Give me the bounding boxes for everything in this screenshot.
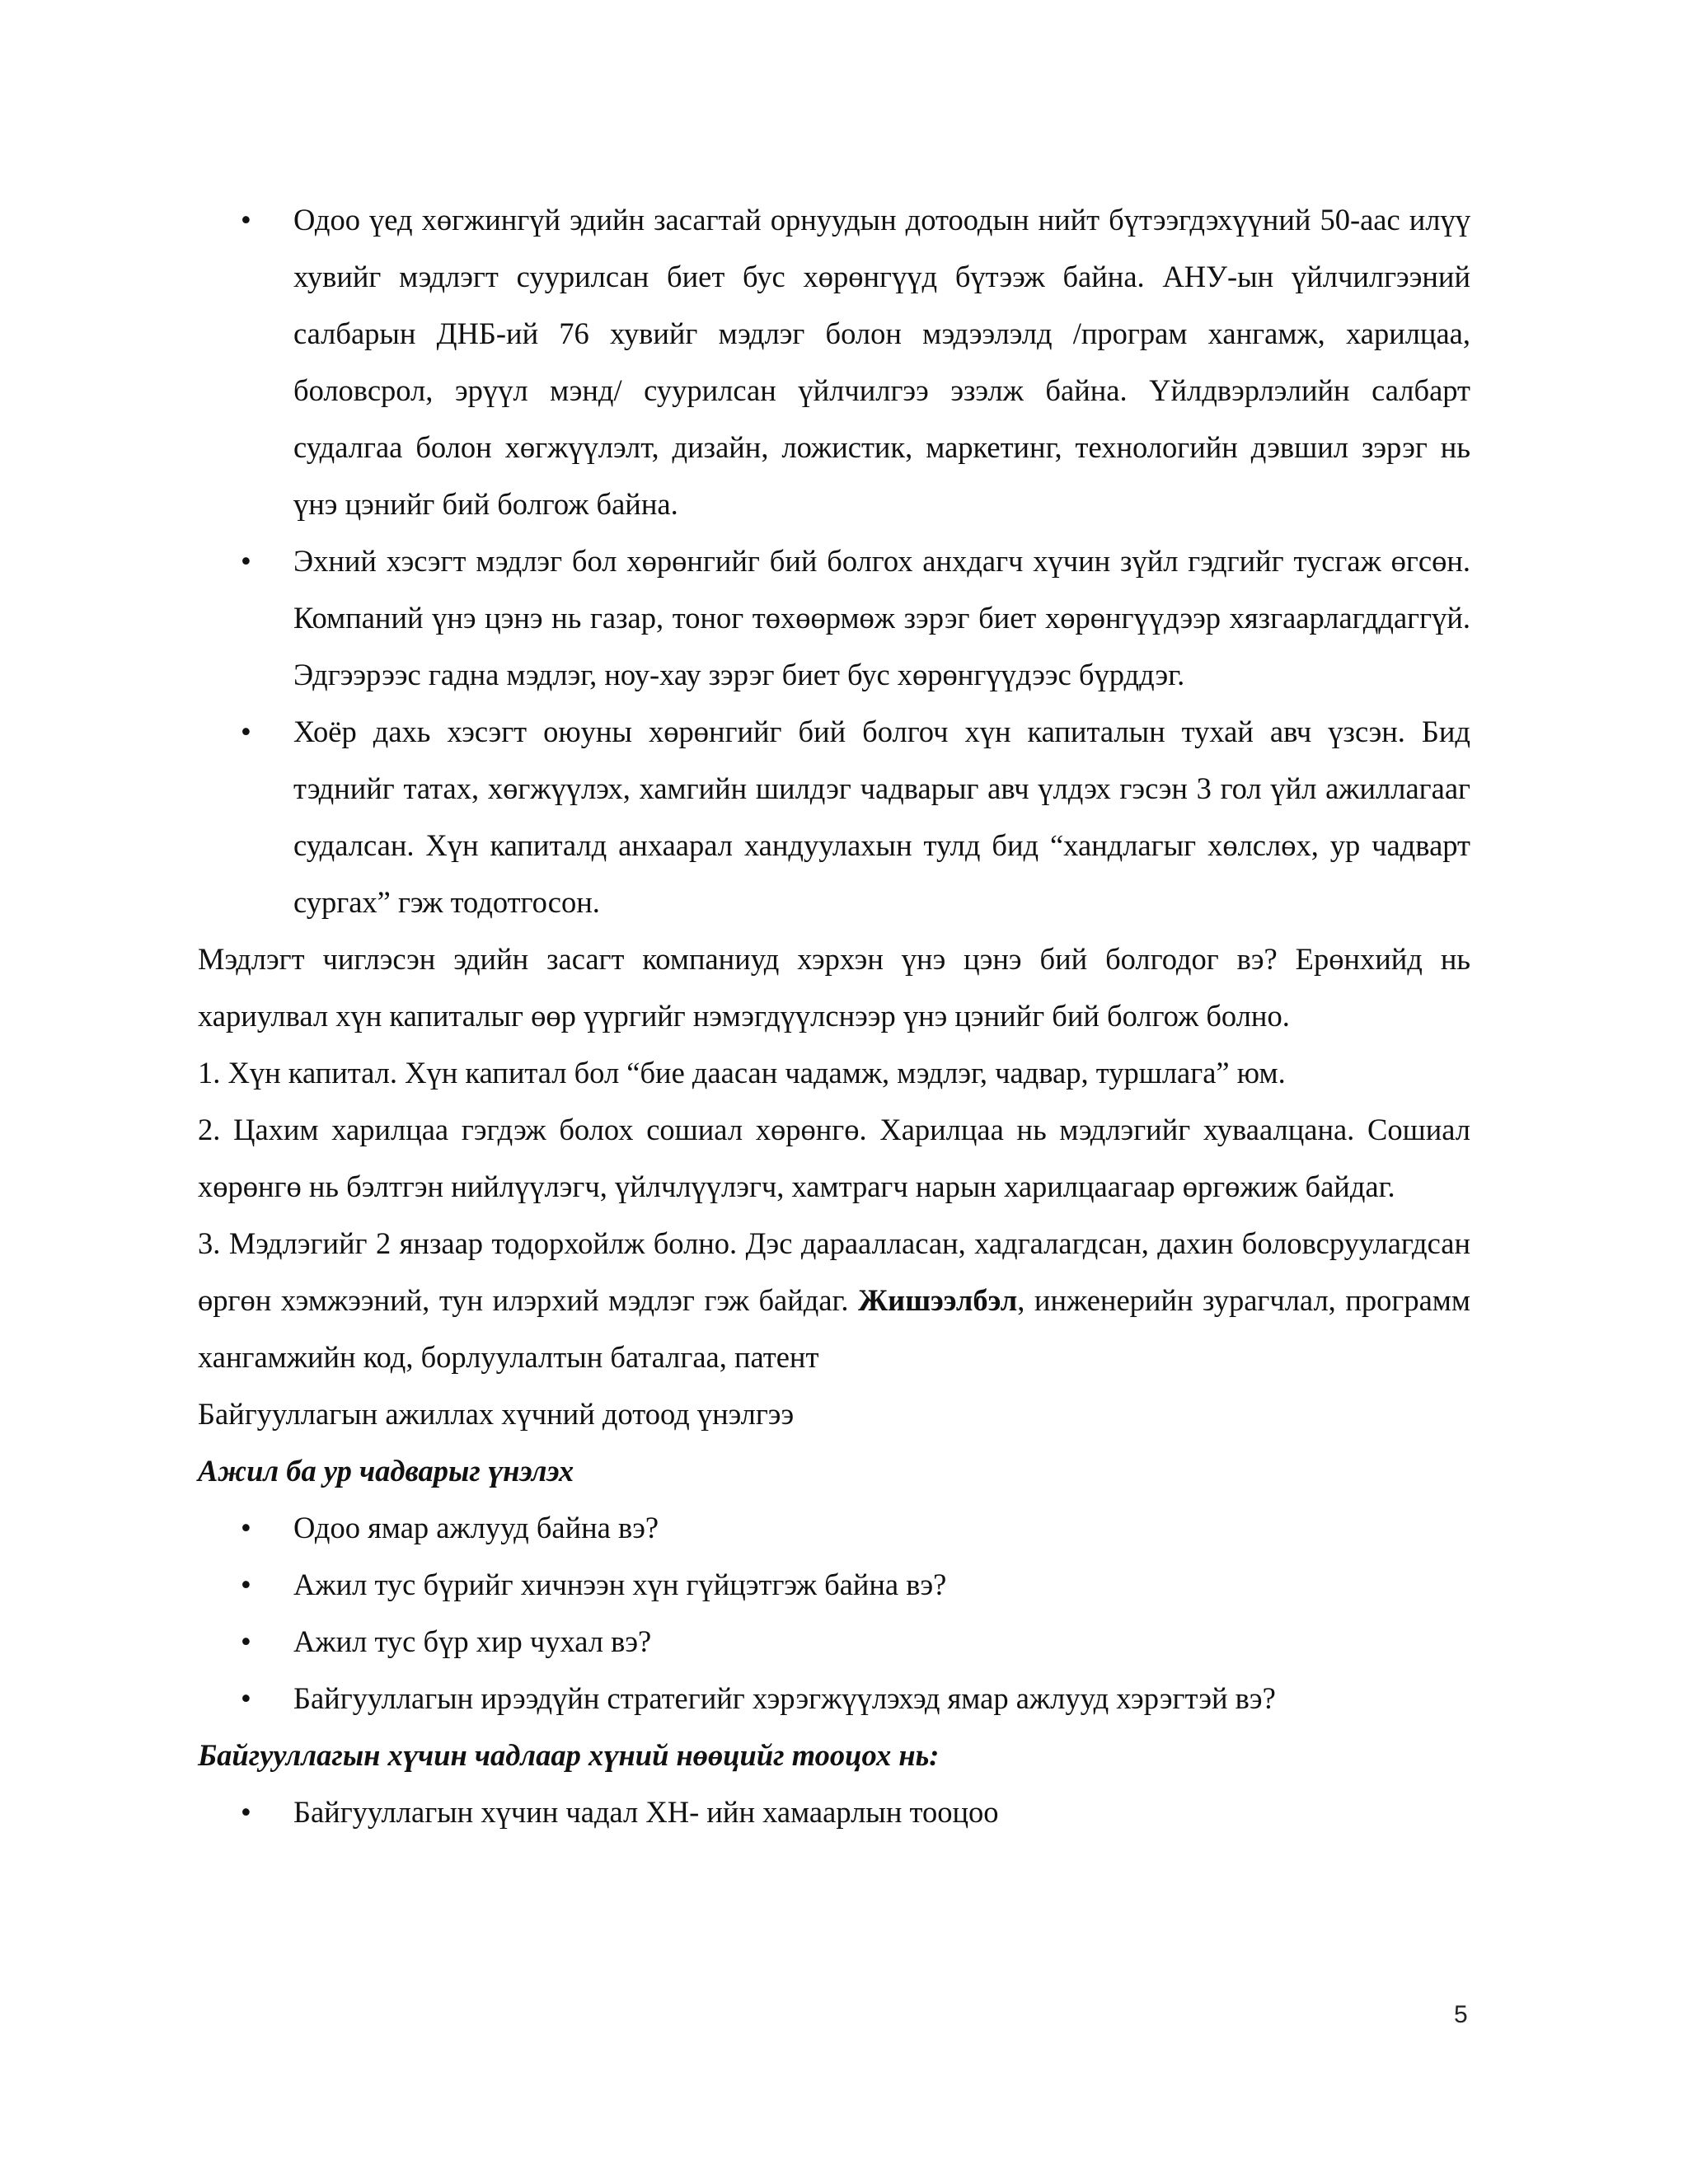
- intro-bullet-2-text: Эхний хэсэгт мэдлэг бол хөрөнгийг бий болгох анхдагч хүчин зүйл гэдгийг тусгаж өгсөн. Компаний үнэ цэнэ нь газар, тоног төхөөрмөж зэрэг биет хөрөнгүүдээр хязгаарлагддаггүй. Эдгээрээс гадна мэдлэг, ноу-хау зэрэг биет бус хөрөнгүүдээс бүрддэг.: [293, 544, 1470, 691]
- job-question-1-text: Одоо ямар ажлууд байна вэ?: [293, 1511, 659, 1544]
- job-question-4-text: Байгууллагын ирээдүйн стратегийг хэрэгжүүлэхэд ямар ажлууд хэрэгтэй вэ?: [293, 1681, 1276, 1715]
- bullet-dot: •: [241, 544, 251, 578]
- point-1-paragraph: 1. Хүн капитал. Хүн капитал бол “бие даасан чадамж, мэдлэг, чадвар, туршлага” юм.: [198, 1056, 1286, 1090]
- job-questions-list: [198, 1499, 1470, 1727]
- question-paragraph: Мэдлэгт чиглэсэн эдийн засагт компаниуд хэрхэн үнэ цэнэ бий болгодог вэ? Ерөнхийд нь хариулвал хүн капиталыг өөр үүргийг нэмэгдүүлснээр үнэ цэнийг бий болгож болно.: [198, 942, 1470, 1033]
- point-2-paragraph: 2. Цахим харилцаа гэгдэж болох сошиал хөрөнгө. Харилцаа нь мэдлэгийг хуваалцана. Сошиал хөрөнгө нь бэлтгэн нийлүүлэгч, үйлчлүүлэгч, хамтрагч нарын харилцаагаар өргөжиж байдаг.: [198, 1113, 1470, 1203]
- job-question-2: [198, 1556, 1470, 1613]
- section-heading-job-skills: Ажил ба ур чадварыг үнэлэх: [198, 1454, 574, 1488]
- job-question-1: [198, 1499, 1470, 1556]
- capacity-bullet-1-text: Байгууллагын хүчин чадал ХН- ийн хамаарлын тооцоо: [293, 1795, 999, 1829]
- bullet-dot: •: [241, 1624, 251, 1658]
- point-3-bold-text: Жишээлбэл: [858, 1283, 1018, 1317]
- bullet-dot: •: [241, 715, 251, 748]
- intro-bullet-list: [198, 191, 1470, 930]
- intro-bullet-3: [198, 703, 1470, 930]
- point-3-paragraph: [198, 1215, 1470, 1385]
- bullet-dot: •: [241, 1568, 251, 1601]
- page-number: 5: [1454, 2001, 1468, 2028]
- job-question-3: [198, 1613, 1470, 1670]
- bullet-dot: •: [241, 1681, 251, 1715]
- bullet-dot: •: [241, 1511, 251, 1544]
- bullet-dot: •: [241, 203, 251, 237]
- section-heading-capacity: Байгууллагын хүчин чадлаар хүний нөөцийг тооцох нь:: [198, 1738, 940, 1772]
- job-question-3-text: Ажил тус бүр хир чухал вэ?: [293, 1624, 652, 1658]
- job-question-2-text: Ажил тус бүрийг хичнээн хүн гүйцэтгэж байна вэ?: [293, 1568, 947, 1601]
- internal-assessment-line: Байгууллагын ажиллах хүчний дотоод үнэлгээ: [198, 1397, 795, 1431]
- intro-bullet-1-text: Одоо үед хөгжингүй эдийн засагтай орнуудын дотоодын нийт бүтээгдэхүүний 50-аас илүү хувийг мэдлэгт суурилсан биет бус хөрөнгүүд бүтээж байна. АНУ-ын үйлчилгээний салбарын ДНБ-ий 76 хувийг мэдлэг болон мэдээлэлд /програм хангамж, харилцаа, боловсрол, эрүүл мэнд/ суурилсан үйлчилгээ эзэлж байна. Үйлдвэрлэлийн салбарт судалгаа болон хөгжүүлэлт, дизайн, ложистик, маркетинг, технологийн дэвшил зэрэг нь үнэ цэнийг бий болгож байна.: [293, 203, 1470, 521]
- capacity-bullet-1: [198, 1783, 1470, 1840]
- bullet-dot: •: [241, 1795, 251, 1829]
- job-question-4: [198, 1670, 1470, 1727]
- document-page: [198, 191, 1470, 1840]
- intro-bullet-1: [198, 191, 1470, 532]
- intro-bullet-3-text: Хоёр дахь хэсэгт оюуны хөрөнгийг бий болгоч хүн капиталын тухай авч үзсэн. Бид тэднийг татах, хөгжүүлэх, хамгийн шилдэг чадварыг авч үлдэх гэсэн 3 гол үйл ажиллагааг судалсан. Хүн капиталд анхаарал хандуулахын тулд бид “хандлагыг хөлслөх, ур чадварт сургах” гэж тодотгосон.: [293, 715, 1470, 919]
- point-3-text: 3. Мэдлэгийг 2 янзаар тодорхойлж болно. Дэс дараалласан, хадгалагдсан, дахин боловсруулагдсан өргөн хэмжээний, тун илэрхий мэдлэг гэж байдаг.: [198, 1226, 1470, 1317]
- point-3-text-end: , инженерийн зурагчлал, программ хангамжийн код, борлуулалтын баталгаа, патент: [198, 1283, 1470, 1374]
- capacity-bullet-list: [198, 1783, 1470, 1840]
- intro-bullet-2: [198, 532, 1470, 703]
